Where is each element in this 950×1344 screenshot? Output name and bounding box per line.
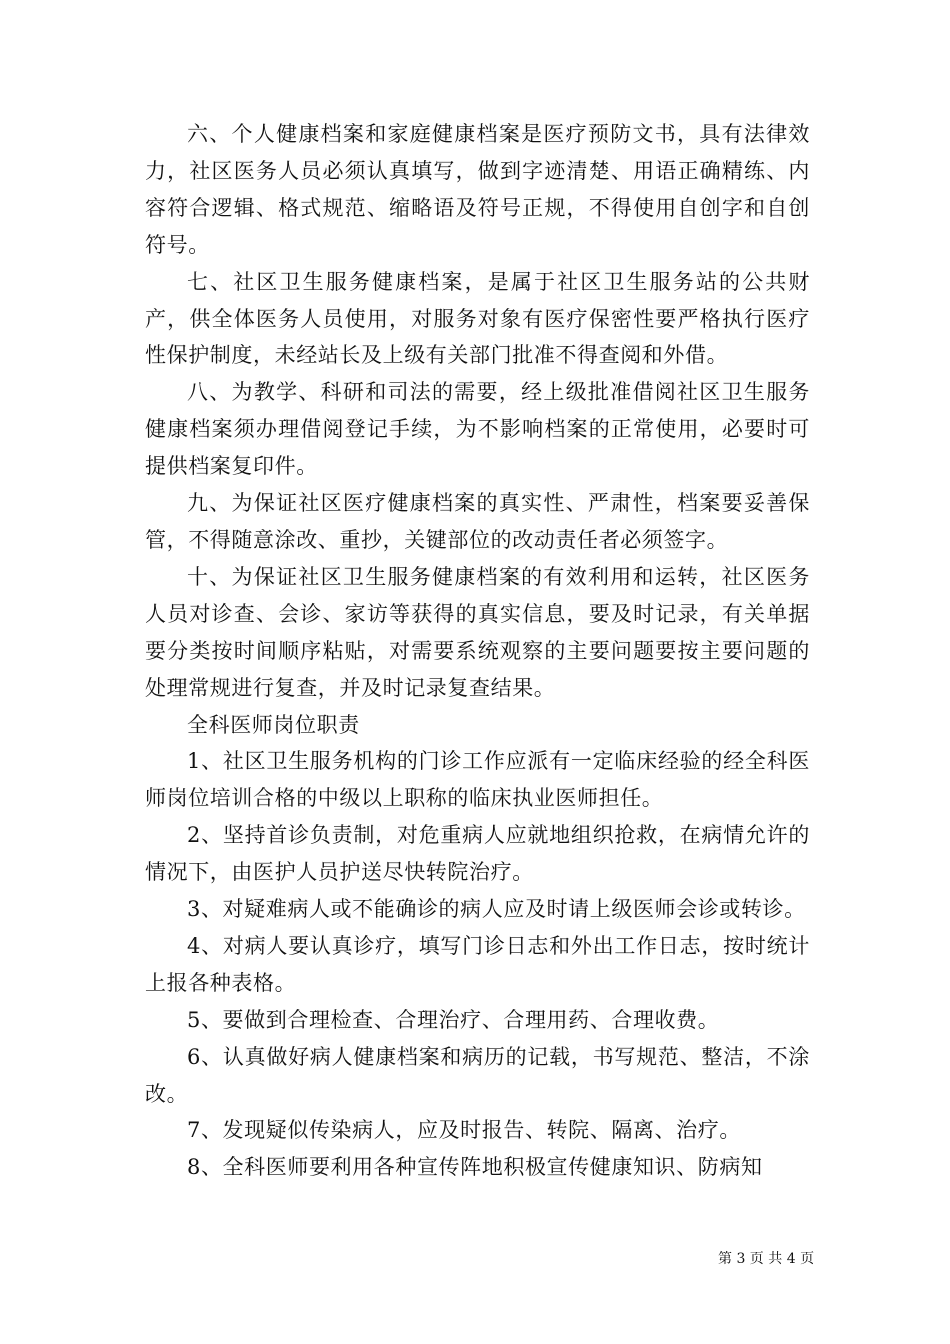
paragraph-10: 十、为保证社区卫生服务健康档案的有效利用和运转，社区医务人员对诊查、会诊、家访等获得的真实信息，要及时记录，有关单据要分类按时间顺序粘贴，对需要系统观察的主要问题要按主要问题的处理常规进行复查，并及时记录复查结果。 bbox=[145, 564, 810, 700]
paragraph-8: 八、为教学、科研和司法的需要，经上级批准借阅社区卫生服务健康档案须办理借阅登记手续，为不影响档案的正常使用，必要时可提供档案复印件。 bbox=[145, 380, 810, 479]
duty-item-3: 3、对疑难病人或不能确诊的病人应及时请上级医师会诊或转诊。 bbox=[187, 897, 806, 922]
paragraph-9: 九、为保证社区医疗健康档案的真实性、严肃性，档案要妥善保管，不得随意涂改、重抄，关键部位的改动责任者必须签字。 bbox=[145, 491, 810, 552]
paragraph-6: 六、个人健康档案和家庭健康档案是医疗预防文书，具有法律效力，社区医务人员必须认真填写，做到字迹清楚、用语正确精练、内容符合逻辑、格式规范、缩略语及符号正规，不得使用自创字和自创符号。 bbox=[145, 122, 810, 257]
document-body bbox=[145, 116, 810, 1186]
duty-item-7: 7、发现疑似传染病人，应及时报告、转院、隔离、治疗。 bbox=[187, 1118, 741, 1143]
duty-item-1: 1、社区卫生服务机构的门诊工作应派有一定临床经验的经全科医师岗位培训合格的中级以上职称的临床执业医师担任。 bbox=[145, 749, 810, 811]
section-heading: 全科医师岗位职责 bbox=[187, 712, 360, 737]
paragraph-7: 七、社区卫生服务健康档案，是属于社区卫生服务站的公共财产，供全体医务人员使用，对服务对象有医疗保密性要严格执行医疗性保护制度，未经站长及上级有关部门批准不得查阅和外借。 bbox=[145, 269, 810, 368]
page-number: 第 3 页 共 4 页 bbox=[718, 1251, 815, 1267]
duty-item-4: 4、对病人要认真诊疗，填写门诊日志和外出工作日志，按时统计上报各种表格。 bbox=[145, 933, 810, 995]
duty-item-8: 8、全科医师要利用各种宣传阵地积极宣传健康知识、防病知 bbox=[187, 1155, 763, 1180]
duty-item-2: 2、坚持首诊负责制，对危重病人应就地组织抢救，在病情允许的情况下，由医护人员护送尽快转院治疗。 bbox=[145, 823, 810, 885]
duty-item-5: 5、要做到合理检查、合理治疗、合理用药、合理收费。 bbox=[187, 1007, 720, 1032]
duty-item-6: 6、认真做好病人健康档案和病历的记载，书写规范、整洁，不涂改。 bbox=[145, 1044, 810, 1106]
